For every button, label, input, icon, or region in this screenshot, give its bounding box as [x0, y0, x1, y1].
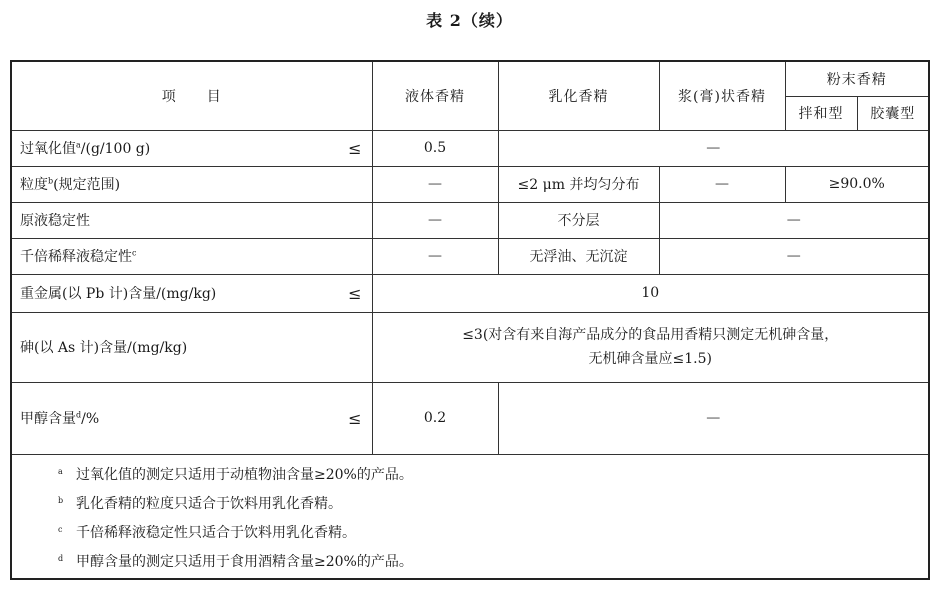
item-cell	[12, 130, 372, 166]
value-emulsion: 不分层	[498, 202, 659, 238]
item-unit: (规定范围)	[53, 177, 121, 193]
spec-table-frame	[10, 60, 930, 580]
header-powder: 粉末香精	[785, 62, 928, 96]
footnote-text: 乳化香精的粒度只适合于饮料用乳化香精。	[76, 496, 342, 512]
item-cell	[12, 166, 372, 202]
item-label: 粒度	[20, 177, 48, 193]
header-row-1	[12, 62, 928, 96]
le-symbol: ≤	[348, 283, 362, 303]
value-dash: —	[659, 238, 928, 274]
item-label: 过氧化值	[20, 141, 76, 157]
value-dash: —	[498, 130, 928, 166]
le-symbol: ≤	[348, 408, 362, 428]
footnote-mark: b	[48, 176, 54, 186]
item-label: 甲醇含量	[20, 411, 76, 427]
row-arsenic	[12, 312, 928, 382]
item-cell	[12, 202, 372, 238]
item-cell	[12, 382, 372, 454]
footnote-mark: a	[76, 140, 81, 150]
footnote-c	[12, 519, 928, 548]
arsenic-line-2: 无机砷含量应≤1.5)	[588, 351, 712, 367]
item-cell	[12, 312, 372, 382]
le-symbol: ≤	[348, 138, 362, 158]
header-item: 项 目	[12, 62, 372, 130]
item-label: 原液稳定性	[20, 213, 90, 229]
item-unit: /(g/100 g)	[80, 141, 151, 157]
item-cell	[12, 238, 372, 274]
value-dash: —	[372, 238, 498, 274]
row-particle	[12, 166, 928, 202]
footnote-text: 过氧化值的测定只适用于动植物油含量≥20%的产品。	[76, 467, 413, 483]
footnote-b	[12, 490, 928, 519]
table-caption: 表 2（续）	[426, 11, 513, 30]
value-dash: —	[498, 382, 928, 454]
footnote-text: 千倍稀释液稳定性只适合于饮料用乳化香精。	[76, 525, 356, 541]
value-emulsion: 无浮油、无沉淀	[498, 238, 659, 274]
value-liquid: 0.2	[372, 382, 498, 454]
value-liquid: 0.5	[372, 130, 498, 166]
footnote-d	[12, 548, 928, 577]
arsenic-line-1: ≤3(对含有来自海产品成分的食品用香精只测定无机砷含量，	[462, 327, 839, 343]
row-dilution	[12, 238, 928, 274]
item-label: 砷(以 As 计)含量/(mg/kg)	[20, 340, 188, 356]
value-dash: —	[372, 202, 498, 238]
value-dash: —	[659, 166, 785, 202]
header-liquid: 液体香精	[372, 62, 498, 130]
footnote-mark: b	[58, 496, 64, 505]
footnote-a	[12, 461, 928, 490]
item-cell	[12, 274, 372, 312]
footnote-mark: d	[58, 554, 64, 563]
value-emulsion: ≤2 μm 并均匀分布	[498, 166, 659, 202]
header-blend: 拌和型	[785, 96, 857, 130]
item-label: 重金属(以 Pb 计)含量/(mg/kg)	[20, 286, 217, 302]
header-paste: 浆(膏)状香精	[659, 62, 785, 130]
row-methanol	[12, 382, 928, 454]
item-unit: /%	[81, 411, 100, 427]
value-powder: ≥90.0%	[785, 166, 928, 202]
footnote-mark: d	[76, 410, 82, 420]
value-arsenic	[372, 312, 928, 382]
spec-table	[12, 62, 928, 455]
footnote-mark: a	[58, 467, 63, 476]
row-heavy-metal	[12, 274, 928, 312]
value-dash: —	[372, 166, 498, 202]
footnote-text: 甲醇含量的测定只适用于食用酒精含量≥20%的产品。	[76, 554, 413, 570]
footnotes	[12, 457, 928, 577]
item-label: 千倍稀释液稳定性	[20, 249, 132, 265]
row-peroxide	[12, 130, 928, 166]
footnote-mark: c	[132, 248, 137, 258]
value-heavy-metal: 10	[372, 274, 928, 312]
value-dash: —	[659, 202, 928, 238]
row-stability	[12, 202, 928, 238]
footnote-mark: c	[58, 525, 63, 534]
header-emulsion: 乳化香精	[498, 62, 659, 130]
header-capsule: 胶囊型	[857, 96, 928, 130]
